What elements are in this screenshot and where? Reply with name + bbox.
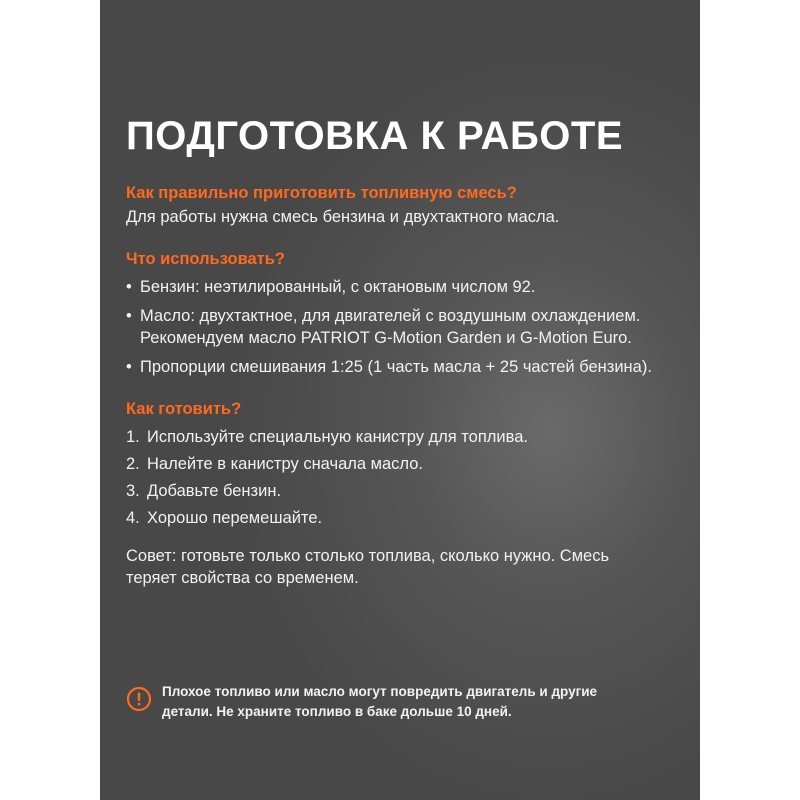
- step-item: [126, 507, 674, 529]
- step-number: 4.: [126, 509, 140, 527]
- warning-text: Плохое топливо или масло могут повредить двигатель и другие детали. Не храните топливо в баке дольше 10 дней.: [162, 684, 598, 719]
- step-number: 2.: [126, 455, 140, 473]
- section-text-fuel-mix: Для работы нужна смесь бензина и двухтактного масла.: [126, 208, 560, 226]
- step-text: Добавьте бензин.: [147, 482, 282, 500]
- step-text: Налейте в канистру сначала масло.: [147, 455, 423, 473]
- list-item: • Пропорции смешивания 1:25 (1 часть масла + 25 частей бензина).: [126, 356, 674, 378]
- what-to-use-list: [126, 276, 674, 378]
- instruction-card: [100, 0, 700, 800]
- step-number: 1.: [126, 428, 140, 446]
- preparation-steps: [126, 426, 674, 529]
- section-heading-fuel-mix: Как правильно приготовить топливную смесь?: [126, 184, 517, 202]
- warning-note: [126, 682, 622, 722]
- step-number: 3.: [126, 482, 140, 500]
- tip-text: Совет: готовьте только столько топлива, сколько нужно. Смесь теряет свойства со временем.: [126, 547, 610, 587]
- page-title: ПОДГОТОВКА К РАБОТЕ: [126, 114, 623, 158]
- list-item: • Бензин: неэтилированный, с октановым числом 92.: [126, 276, 674, 298]
- step-text: Используйте специальную канистру для топлива.: [147, 428, 528, 446]
- step-item: [126, 453, 674, 475]
- list-item: • Масло: двухтактное, для двигателей с воздушным охлаждением. Рекомендуем масло PATRIOT G-Motion Garden и G-Motion Euro.: [126, 305, 674, 349]
- section-heading-how-to-prepare: Как готовить?: [126, 400, 242, 418]
- step-item: [126, 426, 674, 448]
- step-item: [126, 480, 674, 502]
- step-text: Хорошо перемешайте.: [147, 509, 323, 527]
- section-heading-what-to-use: Что использовать?: [126, 250, 285, 268]
- exclamation-circle-icon: [126, 686, 152, 712]
